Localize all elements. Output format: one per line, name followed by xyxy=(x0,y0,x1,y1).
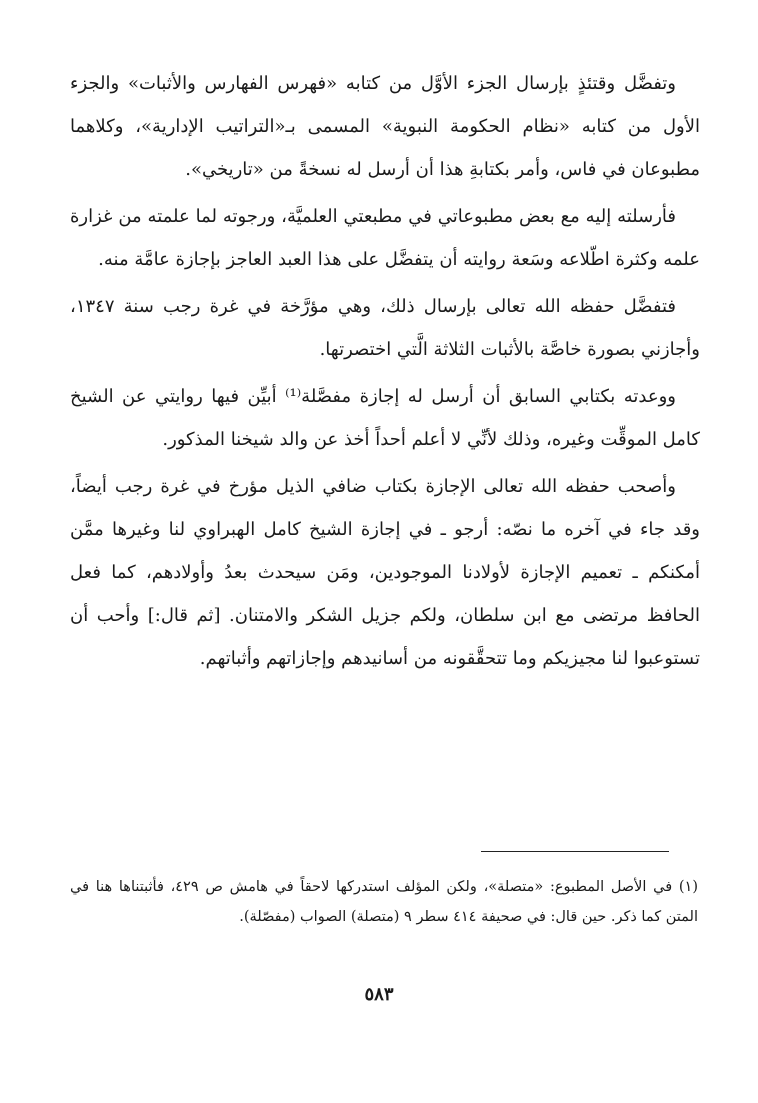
paragraph-1: وتفضَّل وقتئذٍ بإرسال الجزء الأوَّل من كتابه «فهرس الفهارس والأثبات» والجزء الأول من كتابه «نظام الحكومة النبوية» المسمى بـ«التراتيب الإدارية»، وكلاهما مطبوعان في فاس، وأمر بكتابةِ هذا أن أرسل له نسخةً من «تاريخي». xyxy=(70,73,700,180)
footnote: (١) في الأصل المطبوع: «متصلة»، ولكن المؤلف استدركها لاحقاً في هامش ص ٤٢٩، فأثبتناها هنا في المتن كما ذكر. حين قال: في صحيفة ٤١٤ سطر ٩ (متصلة) الصواب (مفصّلة). xyxy=(70,879,698,925)
paragraph-4: ووعدته بكتابي السابق أن أرسل له إجازة مفصَّلة⁽¹⁾ أبيِّن فيها روايتي عن الشيخ كامل الموقِّت وغيره، وذلك لأنِّي لا أعلم أحداً أخذ عن والد شيخنا المذكور. xyxy=(70,386,700,450)
paragraph-2: فأرسلته إليه مع بعض مطبوعاتي في مطبعتي العلميَّة، ورجوته لما علمته من غزارة علمه وكثرة اطّلاعه وسَعة روايته أن يتفضَّل على هذا العبد العاجز بإجازة عامَّة منه. xyxy=(70,206,700,270)
paragraph-5: وأصحب حفظه الله تعالى الإجازة بكتاب ضافي الذيل مؤرخ في غرة رجب أيضاً، وقد جاء في آخره ما نصّه: أرجو ـ في إجازة الشيخ كامل الهبراوي لنا وغيرها ممَّن أمكنكم ـ تعميم الإجازة لأولادنا الموجودين، ومَن سيحدث بعدُ وأولادهم، كما فعل الحافظ مرتضى مع ابن سلطان، ولكم جزيل الشكر والامتنان. [ثم قال:] وأحب أن تستوعبوا لنا مجيزيكم وما تتحقَّقونه من أسانيدهم وإجازاتهم وأثباتهم. xyxy=(70,476,700,669)
paragraph-3: فتفضَّل حفظه الله تعالى بإرسال ذلك، وهي مؤرَّخة في غرة رجب سنة ١٣٤٧، وأجازني بصورة خاصَّة بالأثبات الثلاثة الَّتي اختصرتها. xyxy=(70,296,700,360)
main-text xyxy=(70,62,700,684)
page-number: ٥٨٣ xyxy=(364,984,394,1005)
footnote-divider xyxy=(481,851,669,852)
